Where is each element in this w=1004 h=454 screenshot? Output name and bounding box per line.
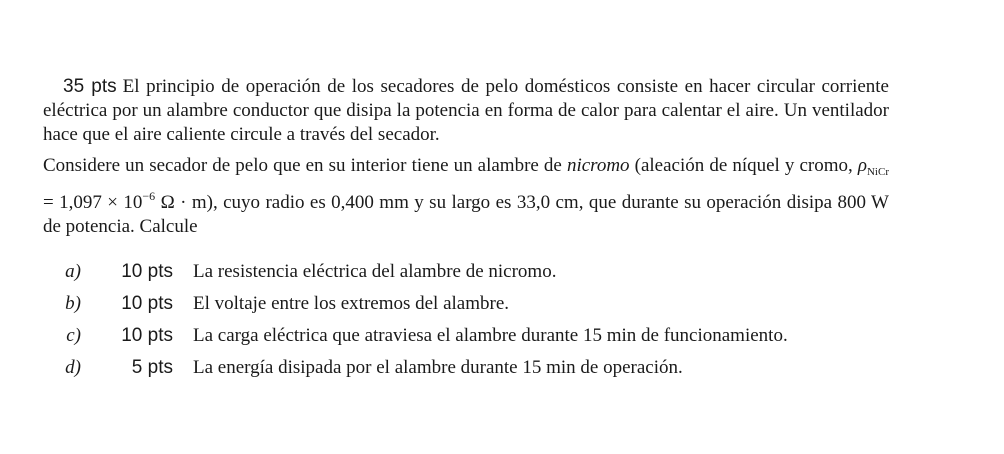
- rho-symbol: ρ: [857, 155, 867, 176]
- data-text-end: , cuyo radio es 0,400 mm y su largo es 33,0 cm, que durante su operación disipa 800 W de potencia. Calcule: [43, 192, 889, 237]
- item-points: 10 pts: [121, 325, 173, 346]
- paragraph-data: [43, 154, 889, 239]
- paragraph-intro: [43, 75, 889, 147]
- data-text-start: Considere un secador de pelo que en su interior tiene un alambre de: [43, 155, 567, 176]
- problem-statement: [43, 75, 889, 389]
- question-item-c: [43, 325, 889, 357]
- item-label: d): [65, 357, 81, 378]
- item-points: 5 pts: [131, 357, 173, 378]
- intro-text: El principio de operación de los secadores de pelo domésticos consiste en hacer circular corriente eléctrica por un alambre conductor que disipa la potencia en forma de calor para calentar el aire. Un ventilador hace que el aire caliente circule a través del secador.: [43, 76, 889, 145]
- item-text: El voltaje entre los extremos del alambre.: [193, 293, 510, 314]
- rho-value: = 1,097 × 10: [43, 192, 143, 213]
- rho-exponent: −6: [142, 189, 156, 203]
- item-text: La resistencia eléctrica del alambre de nicromo.: [193, 261, 557, 282]
- rho-subscript: NiCr: [866, 166, 889, 178]
- question-item-d: [43, 357, 889, 389]
- question-list: [43, 261, 889, 389]
- item-label: b): [65, 293, 81, 314]
- material-name: nicromo: [566, 155, 630, 176]
- data-text-alloy: (aleación de níquel y cromo,: [629, 155, 858, 176]
- item-label: c): [66, 325, 81, 346]
- item-label: a): [65, 261, 81, 282]
- item-text: La carga eléctrica que atraviesa el alambre durante 15 min de funcionamiento.: [193, 325, 788, 346]
- item-points: 10 pts: [121, 261, 173, 282]
- item-points: 10 pts: [121, 293, 173, 314]
- rho-units: Ω · m): [155, 192, 213, 213]
- item-text: La energía disipada por el alambre durante 15 min de operación.: [193, 357, 683, 378]
- problem-points: 35 pts: [63, 76, 117, 97]
- question-item-b: [43, 293, 889, 325]
- question-item-a: [43, 261, 889, 293]
